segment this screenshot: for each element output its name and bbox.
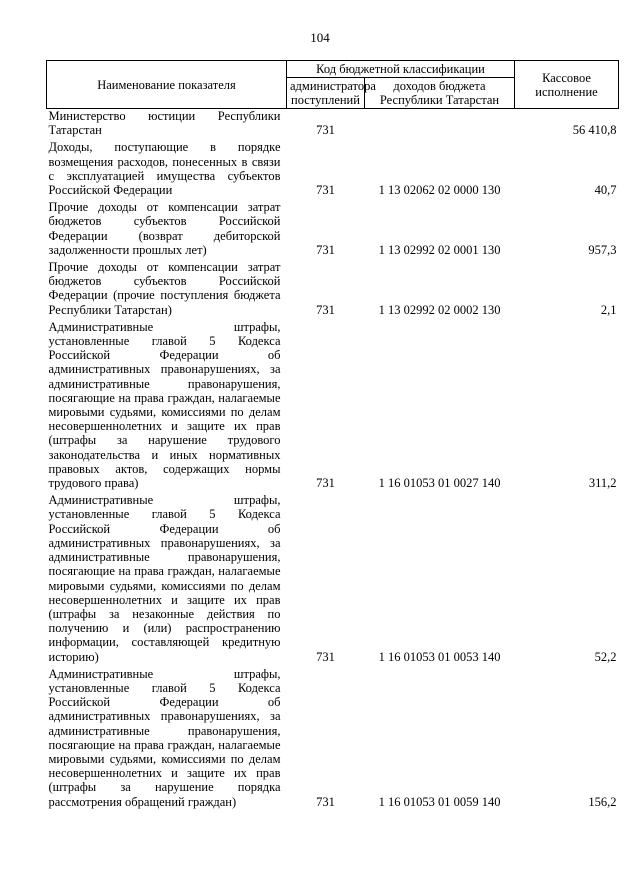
- table-body: [47, 109, 619, 809]
- row-name: Прочие доходы от компенсации затрат бюджетов субъектов Российской Федерации (возврат дебиторской задолженности прошлых лет): [48, 200, 281, 257]
- row-revenue-code: 1 16 01053 01 0059 140: [378, 794, 501, 809]
- table-row: [47, 137, 619, 197]
- row-revenue-code: 1 16 01053 01 0027 140: [378, 476, 501, 491]
- row-revenue-code: 1 16 01053 01 0053 140: [378, 649, 501, 664]
- row-amount: 156,2: [588, 794, 617, 809]
- row-name: Административные штрафы, установленные главой 5 Кодекса Российской Федерации об административных правонарушениях, за административные правонарушения, посягающие на права граждан, налагаемые мировыми судьями, комиссиями по делам несовершеннолетних и защите их прав (штрафы за нарушение порядка рассмотрения обращений граждан): [48, 666, 281, 809]
- header-execution: Кассовое исполнение: [515, 61, 619, 109]
- row-name: Доходы, поступающие в порядке возмещения расходов, понесенных в связи с эксплуатацией имущества субъектов Российской Федерации: [48, 140, 281, 198]
- row-name: Административные штрафы, установленные главой 5 Кодекса Российской Федерации об административных правонарушениях, за административные правонарушения, посягающие на права граждан, налагаемые мировыми судьями, комиссиями по делам несовершеннолетних и защите их прав (штрафы за нарушение трудового законодательства и иных нормативных правовых актов, содержащих нормы трудового права): [48, 319, 281, 491]
- row-name: Прочие доходы от компенсации затрат бюджетов субъектов Российской Федерации (прочие поступления бюджета Республики Татарстан): [48, 260, 281, 317]
- table-row: [47, 257, 619, 317]
- header-name: Наименование показателя: [47, 61, 287, 109]
- row-admin-code: 731: [316, 476, 335, 491]
- row-amount: 52,2: [594, 649, 617, 664]
- row-revenue-code: 1 13 02062 02 0000 130: [378, 183, 501, 198]
- header-revenue: доходов бюджета Республики Татарстан: [365, 78, 515, 109]
- row-amount: 40,7: [594, 183, 617, 198]
- header-classification: Код бюджетной классификации: [287, 61, 515, 78]
- table-row: [47, 109, 619, 138]
- budget-table: [46, 60, 619, 809]
- table-row: [47, 664, 619, 809]
- row-admin-code: 731: [316, 183, 335, 198]
- row-admin-code: 731: [316, 649, 335, 664]
- page-number: 104: [310, 30, 330, 45]
- row-amount: 56 410,8: [572, 123, 617, 138]
- header-admin: администратора поступлений: [287, 78, 365, 109]
- row-revenue-code: [365, 109, 515, 138]
- table-row: [47, 317, 619, 490]
- row-name: Административные штрафы, установленные главой 5 Кодекса Российской Федерации об административных правонарушениях, за административные правонарушения, посягающие на права граждан, налагаемые мировыми судьями, комиссиями по делам несовершеннолетних и защите их прав (штрафы за незаконные действия по получению и (или) распространению информации, составляющей кредитную историю): [48, 493, 281, 664]
- row-amount: 311,2: [588, 476, 617, 491]
- row-name: Министерство юстиции Республики Татарстан: [48, 109, 281, 138]
- table-row: [47, 490, 619, 663]
- row-admin-code: 731: [316, 302, 335, 317]
- row-revenue-code: 1 13 02992 02 0001 130: [378, 242, 501, 257]
- row-amount: 2,1: [600, 302, 617, 317]
- row-revenue-code: 1 13 02992 02 0002 130: [378, 302, 501, 317]
- row-admin-code: 731: [316, 242, 335, 257]
- row-admin-code: 731: [316, 123, 335, 138]
- table-header: [47, 61, 619, 109]
- row-amount: 957,3: [588, 242, 617, 257]
- table-row: [47, 197, 619, 257]
- row-admin-code: 731: [316, 794, 335, 809]
